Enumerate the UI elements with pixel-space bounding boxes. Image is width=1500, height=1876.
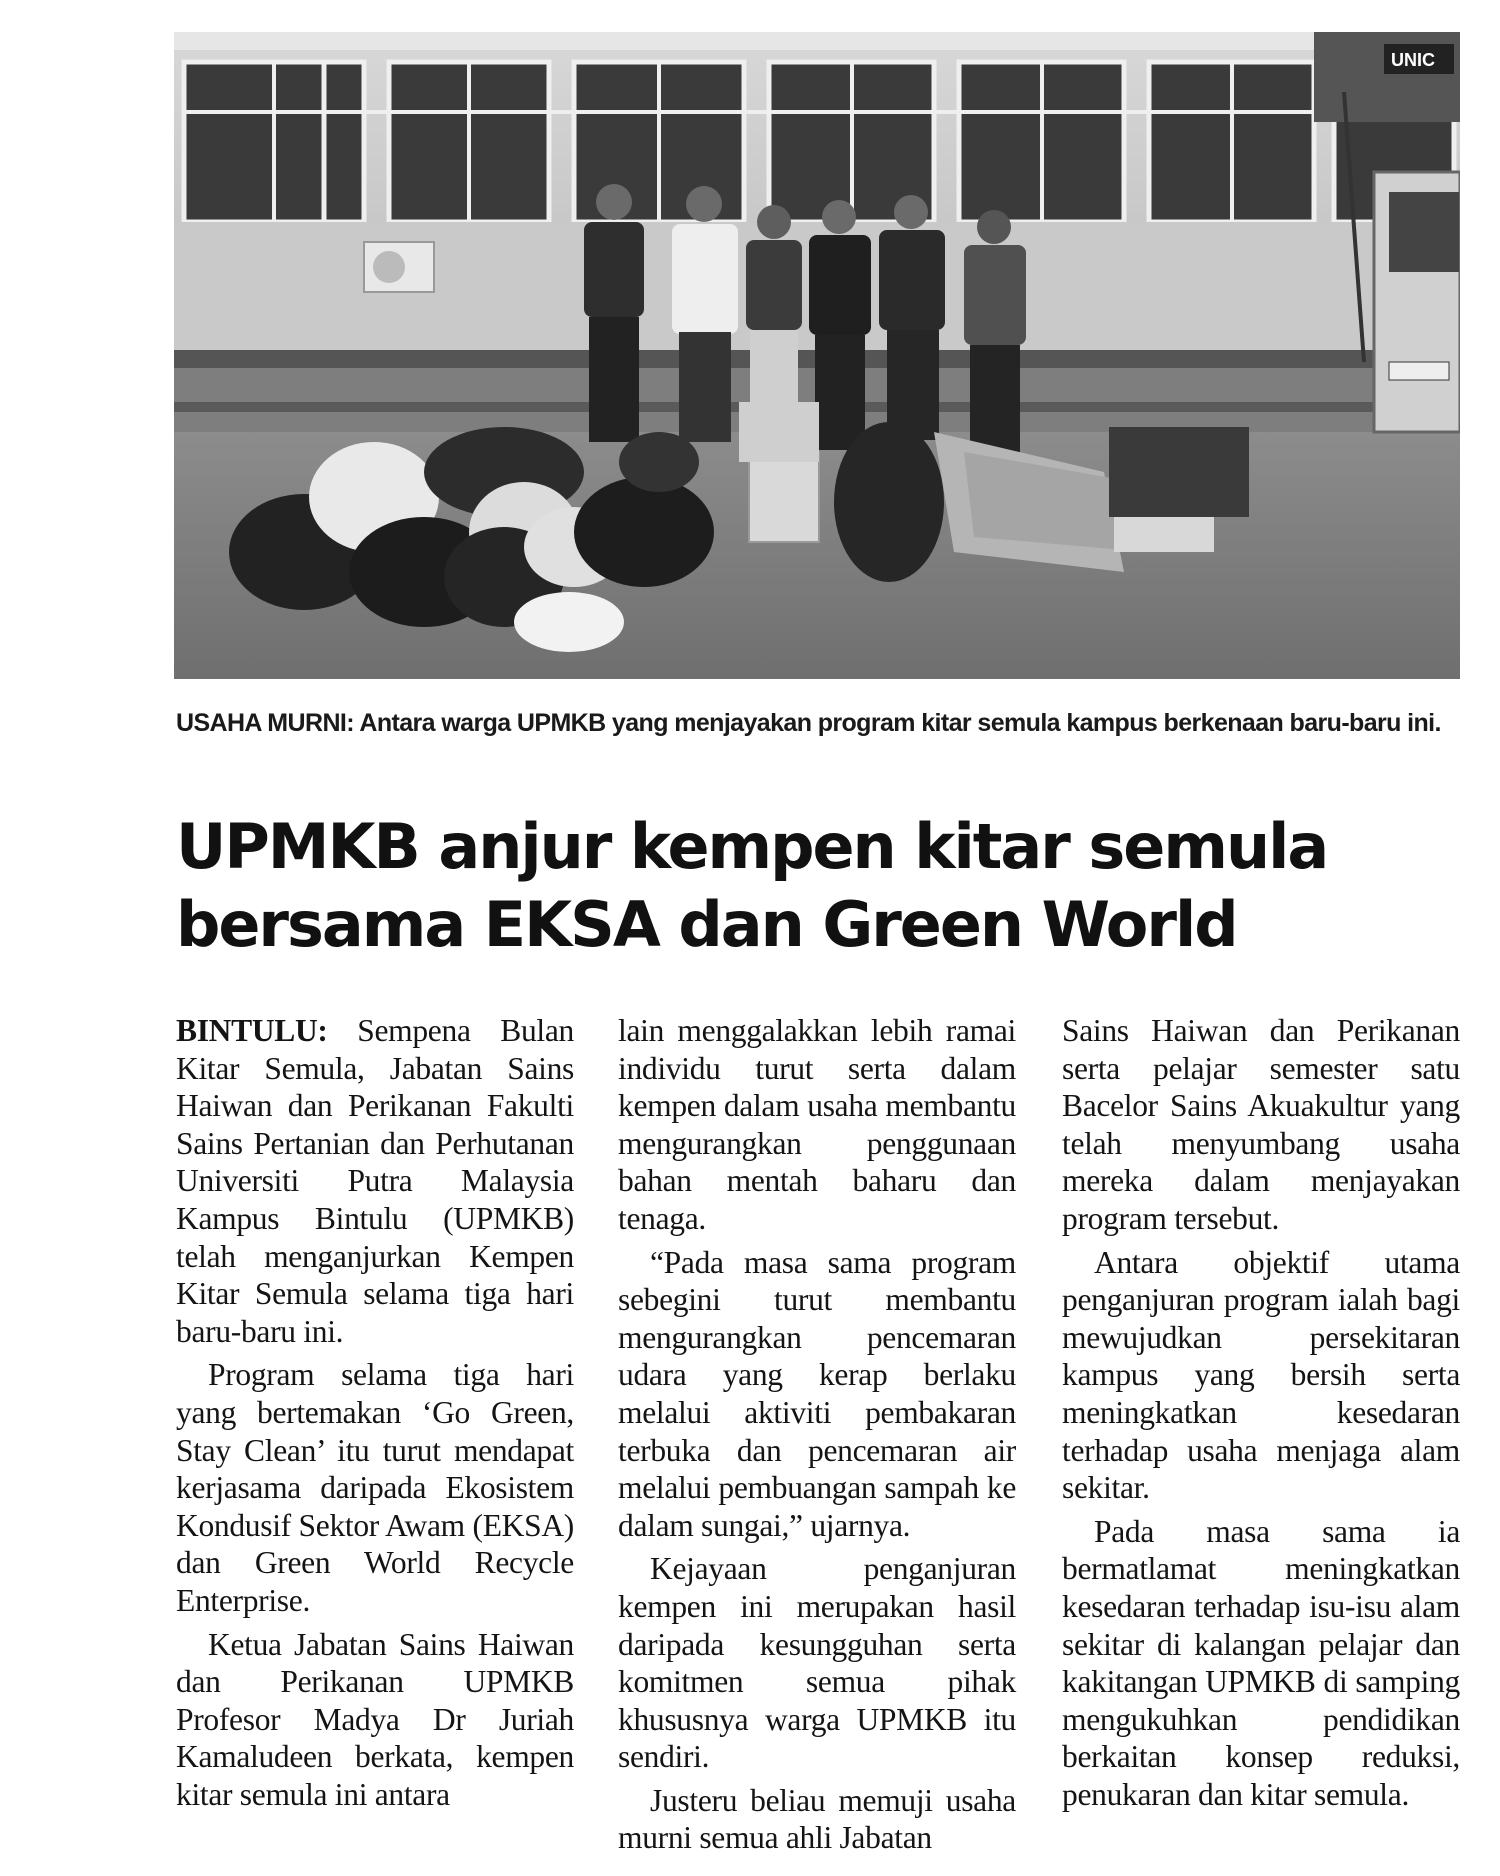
photo-illustration — [174, 32, 1460, 679]
article-column-3 — [1062, 1012, 1460, 1813]
photo-caption — [176, 706, 1462, 740]
caption-text: Antara warga UPMKB yang menjayakan program kitar semula kampus berkenaan baru-baru ini. — [353, 709, 1441, 737]
headline-line-1: UPMKB anjur kempen kitar semula — [176, 810, 1328, 883]
article-paragraph: Justeru beliau memuji usaha murni semua ahli Jabatan — [618, 1782, 1016, 1856]
article-paragraph: Pada masa sama ia bermatlamat meningkatkan kesedaran terhadap isu-isu alam sekitar di kalangan pelajar dan kakitangan UPMKB di samping mengukuhkan pendidikan berkaitan konsep reduksi, penukaran dan kitar semula. — [1062, 1513, 1460, 1812]
article-paragraph: Program selama tiga hari yang bertemakan ‘Go Green, Stay Clean’ itu turut mendapat kerjasama daripada Ekosistem Kondusif Sektor Awam (EKSA) dan Green World Recycle Enterprise. — [176, 1357, 574, 1618]
paragraph-1-text: Sempena Bulan Kitar Semula, Jabatan Sains Haiwan dan Perikanan Fakulti Sains Pertanian dan Perhutanan Universiti Putra Malaysia Kampus Bintulu (UPMKB) telah menganjurkan Kempen Kitar Semula selama tiga hari baru-baru ini. — [176, 1013, 574, 1349]
article-paragraph: Kejayaan penganjuran kempen ini merupakan hasil daripada kesungguhan serta komitmen semua pihak khususnya warga UPMKB itu sendiri. — [618, 1551, 1016, 1775]
article-column-1 — [176, 1012, 574, 1813]
article-paragraph-continued: Sains Haiwan dan Perikanan serta pelajar semester satu Bacelor Sains Akuakultur yang telah menyumbang usaha mereka dalam menjayakan program tersebut. — [1062, 1013, 1460, 1236]
article-paragraph: “Pada masa sama program sebegini turut membantu mengurangkan pencemaran udara yang kerap berlaku melalui aktiviti pembakaran terbuka dan pencemaran air melalui pembuangan sampah ke dalam sungai,” ujarnya. — [618, 1244, 1016, 1543]
dateline: BINTULU: — [176, 1013, 328, 1048]
article-paragraph: Antara objektif utama penganjuran program ialah bagi mewujudkan persekitaran kampus yang bersih serta meningkatkan kesedaran terhadap usaha menjaga alam sekitar. — [1062, 1244, 1460, 1506]
headline-line-2: bersama EKSA dan Green World — [176, 888, 1237, 961]
article-paragraph — [176, 1012, 574, 1350]
caption-label: USAHA MURNI: — [176, 709, 354, 737]
article-column-2 — [618, 1012, 1016, 1857]
headline — [176, 808, 1476, 964]
article-paragraph: Ketua Jabatan Sains Haiwan dan Perikanan UPMKB Profesor Madya Dr Juriah Kamaludeen berkata, kempen kitar semula ini antara — [176, 1626, 574, 1812]
news-photo — [174, 32, 1460, 679]
article-paragraph-continued: lain menggalakkan lebih ramai individu turut serta dalam kempen dalam usaha membantu mengurangkan penggunaan bahan mentah baharu dan tenaga. — [618, 1013, 1016, 1236]
truck-brand-text: UNIC — [1391, 50, 1435, 70]
